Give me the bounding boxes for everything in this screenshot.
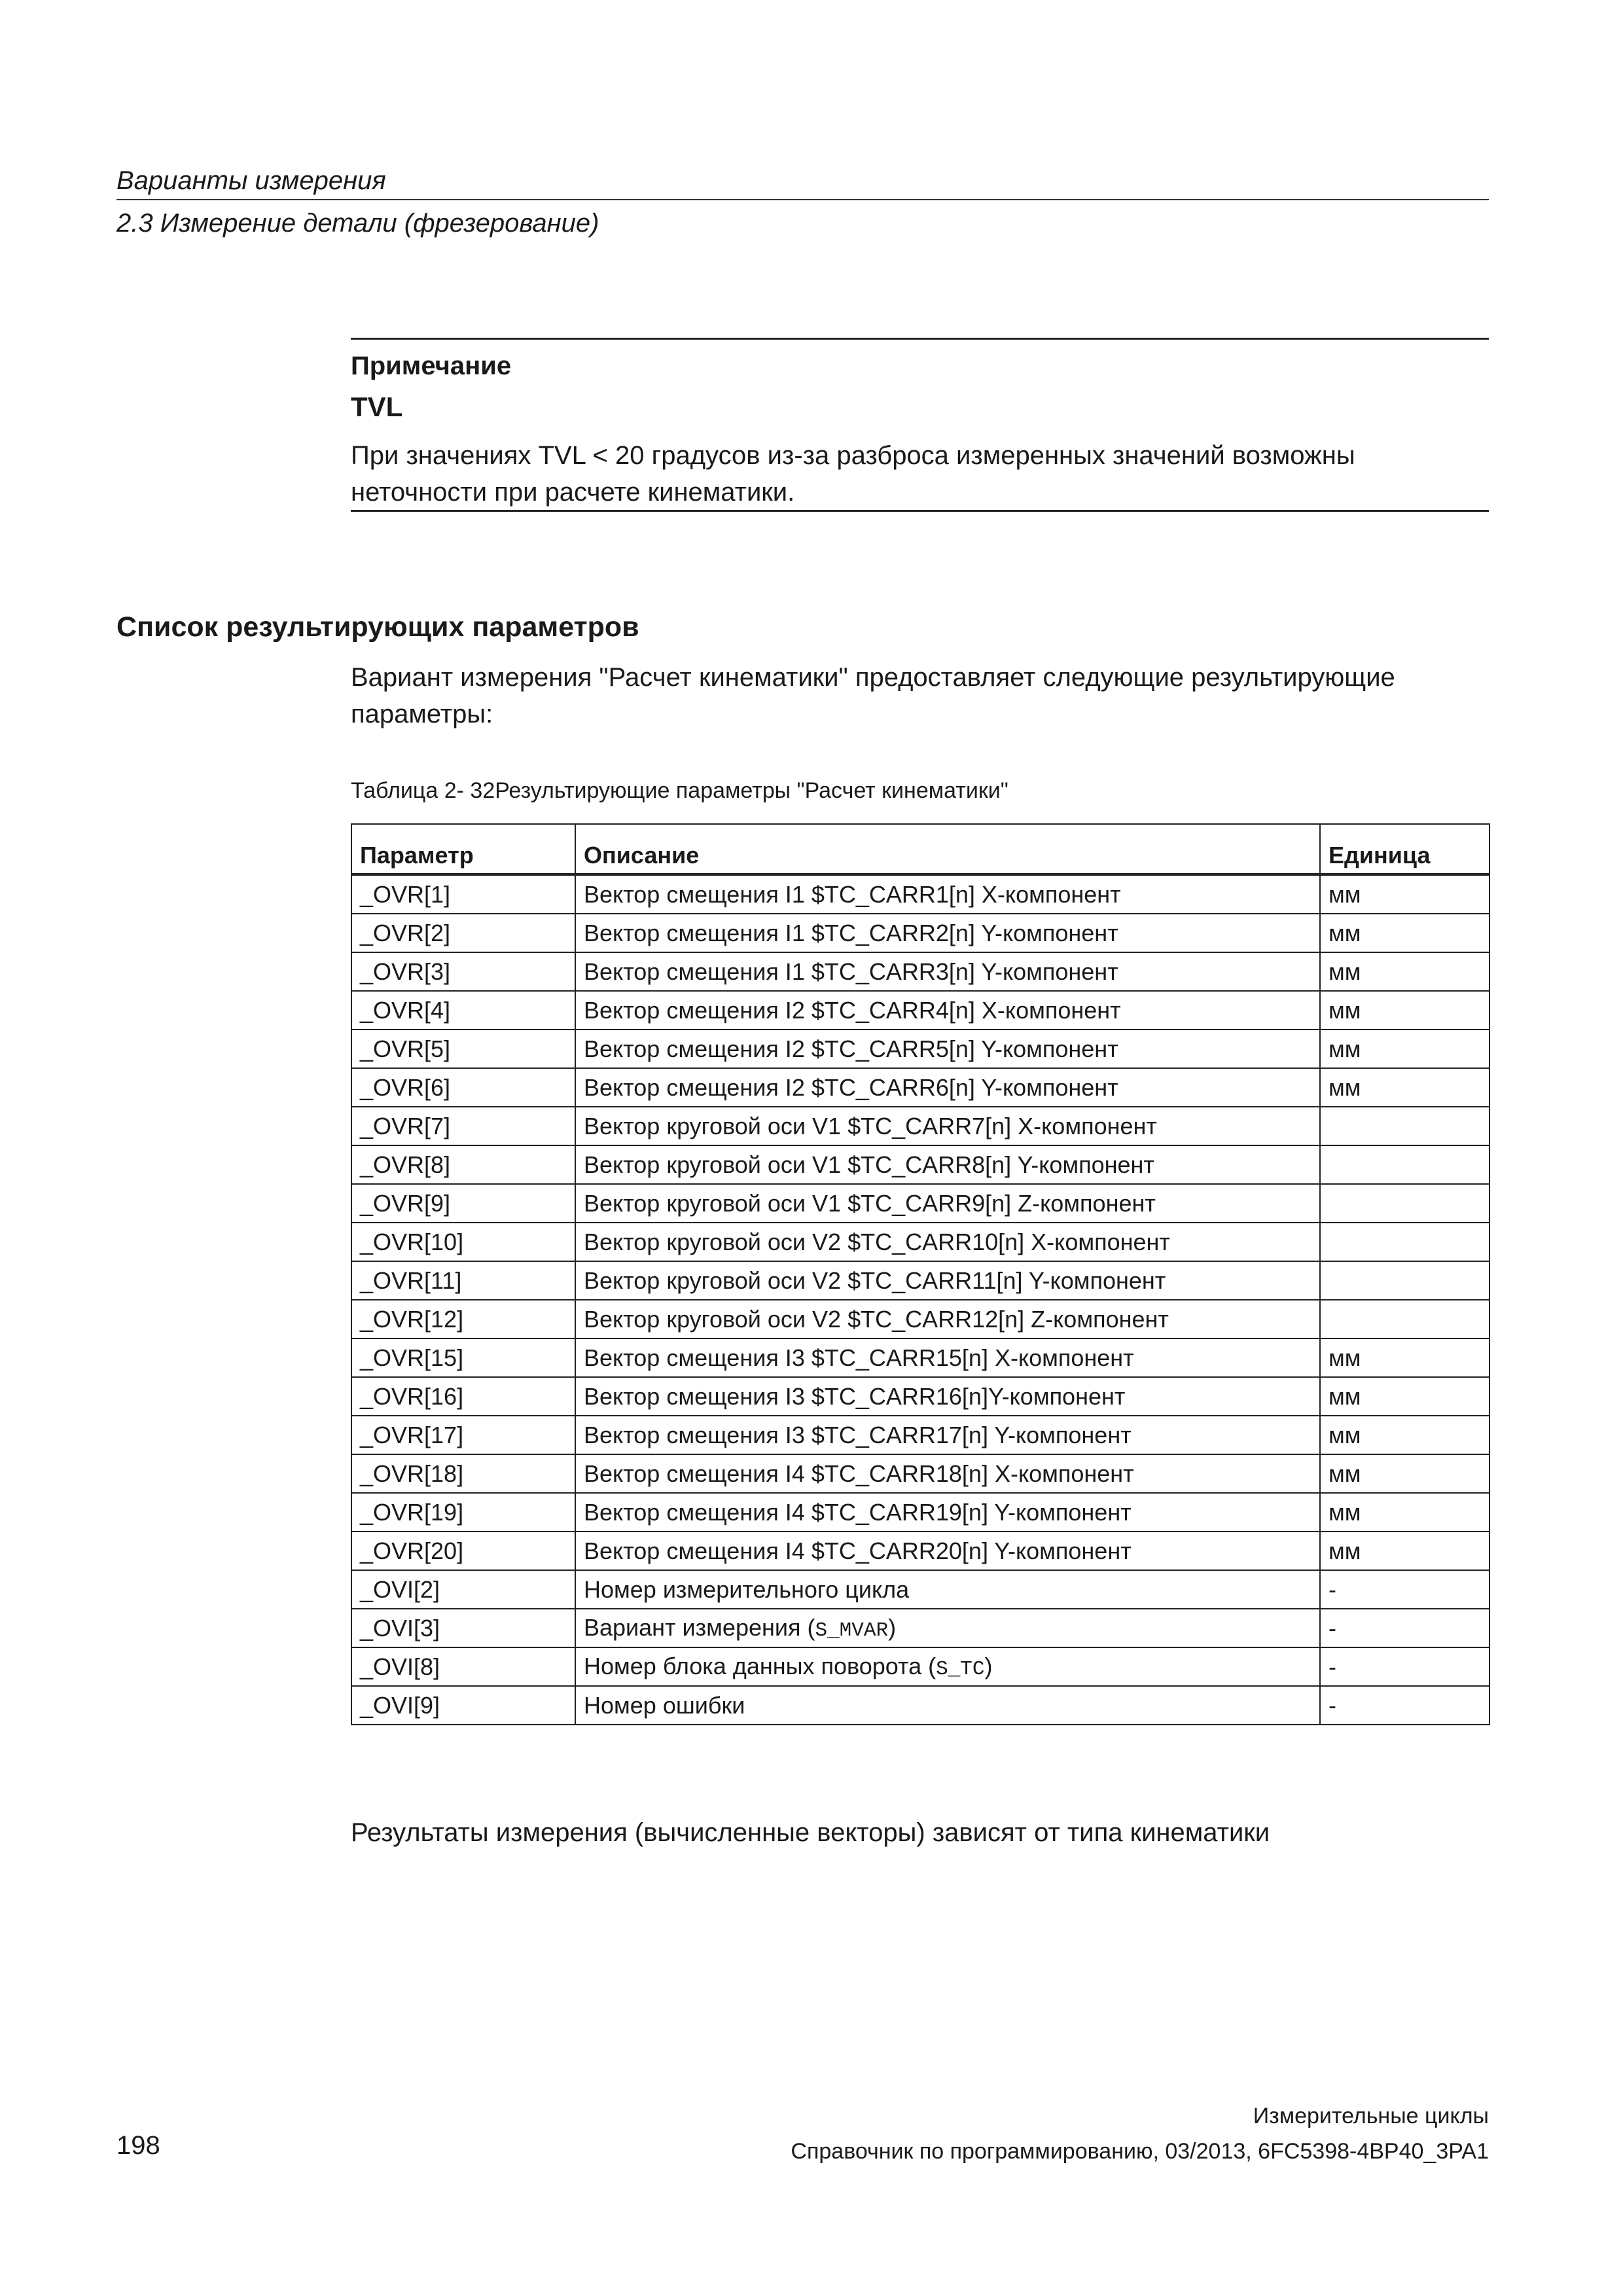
table-row xyxy=(351,1570,1489,1609)
note-bottom-rule xyxy=(351,510,1489,512)
note-body: При значениях TVL < 20 градусов из-за разброса измеренных значений возможны неточности при расчете кинематики. xyxy=(351,441,1355,507)
cell-parameter: _OVI[8] xyxy=(351,1647,575,1686)
cell-parameter: _OVR[6] xyxy=(351,1068,575,1107)
cell-unit: мм xyxy=(1320,1338,1489,1377)
cell-unit: мм xyxy=(1320,991,1489,1030)
cell-unit: мм xyxy=(1320,1030,1489,1068)
table-header-row xyxy=(351,824,1489,874)
cell-unit: - xyxy=(1320,1686,1489,1725)
cell-parameter: _OVI[3] xyxy=(351,1609,575,1647)
cell-description: Вектор смещения I3 $TC_CARR17[n] Y-компонент xyxy=(575,1416,1320,1454)
note-heading: TVL xyxy=(351,391,403,422)
cell-description: Вектор смещения I2 $TC_CARR5[n] Y-компонент xyxy=(575,1030,1320,1068)
cell-unit: - xyxy=(1320,1647,1489,1686)
table-row xyxy=(351,1030,1489,1068)
cell-description: Вектор смещения I1 $TC_CARR2[n] Y-компонент xyxy=(575,914,1320,952)
cell-parameter: _OVR[12] xyxy=(351,1300,575,1338)
note-top-rule xyxy=(351,338,1489,340)
table-row xyxy=(351,1686,1489,1725)
cell-unit: мм xyxy=(1320,952,1489,991)
cell-description: Вектор смещения I1 $TC_CARR3[n] Y-компонент xyxy=(575,952,1320,991)
cell-description: Вектор смещения I2 $TC_CARR4[n] X-компонент xyxy=(575,991,1320,1030)
cell-unit: - xyxy=(1320,1609,1489,1647)
cell-description: Номер измерительного цикла xyxy=(575,1570,1320,1609)
cell-unit: мм xyxy=(1320,1377,1489,1416)
footer-reference: Справочник по программированию, 03/2013, 6FC5398-4BP40_3PA1 xyxy=(791,2139,1489,2164)
note-label: Примечание xyxy=(351,351,512,380)
cell-parameter: _OVR[5] xyxy=(351,1030,575,1068)
table-row xyxy=(351,1261,1489,1300)
table-row xyxy=(351,1416,1489,1454)
cell-description: Вектор круговой оси V2 $TC_CARR11[n] Y-компонент xyxy=(575,1261,1320,1300)
cell-description: Вектор круговой оси V1 $TC_CARR7[n] X-компонент xyxy=(575,1107,1320,1145)
cell-parameter: _OVR[9] xyxy=(351,1184,575,1223)
cell-parameter: _OVR[18] xyxy=(351,1454,575,1493)
cell-unit: мм xyxy=(1320,1416,1489,1454)
table-row xyxy=(351,1647,1489,1686)
cell-description: Вектор смещения I1 $TC_CARR1[n] X-компонент xyxy=(575,874,1320,914)
cell-description: Вектор смещения I3 $TC_CARR15[n] X-компонент xyxy=(575,1338,1320,1377)
cell-description: Вектор круговой оси V2 $TC_CARR10[n] X-компонент xyxy=(575,1223,1320,1261)
cell-description: Вектор смещения I4 $TC_CARR20[n] Y-компонент xyxy=(575,1532,1320,1570)
cell-parameter: _OVR[10] xyxy=(351,1223,575,1261)
cell-unit: мм xyxy=(1320,1532,1489,1570)
description-text: Номер блока данных поворота ( xyxy=(584,1653,936,1679)
cell-parameter: _OVR[8] xyxy=(351,1145,575,1184)
cell-parameter: _OVR[7] xyxy=(351,1107,575,1145)
cell-unit: - xyxy=(1320,1570,1489,1609)
cell-description: Вектор круговой оси V1 $TC_CARR9[n] Z-компонент xyxy=(575,1184,1320,1223)
cell-unit xyxy=(1320,1184,1489,1223)
table-row xyxy=(351,1338,1489,1377)
table-row xyxy=(351,1454,1489,1493)
cell-description: Вектор круговой оси V1 $TC_CARR8[n] Y-компонент xyxy=(575,1145,1320,1184)
description-text: Вариант измерения ( xyxy=(584,1614,815,1641)
cell-unit xyxy=(1320,1145,1489,1184)
cell-parameter: _OVR[2] xyxy=(351,914,575,952)
cell-description: Номер ошибки xyxy=(575,1686,1320,1725)
section-heading: Список результирующих параметров xyxy=(116,611,639,643)
table-caption: Таблица 2- 32Результирующие параметры "Расчет кинематики" xyxy=(351,778,1008,803)
cell-description: Вектор смещения I2 $TC_CARR6[n] Y-компонент xyxy=(575,1068,1320,1107)
cell-parameter: _OVR[19] xyxy=(351,1493,575,1532)
code-identifier: S_MVAR xyxy=(815,1619,889,1642)
table-row xyxy=(351,1300,1489,1338)
running-header-section: 2.3 Измерение детали (фрезерование) xyxy=(116,209,599,238)
table-row xyxy=(351,1377,1489,1416)
cell-parameter: _OVR[17] xyxy=(351,1416,575,1454)
table-body xyxy=(351,874,1489,1725)
table-row xyxy=(351,952,1489,991)
cell-parameter: _OVR[20] xyxy=(351,1532,575,1570)
page-number: 198 xyxy=(116,2131,160,2160)
cell-unit xyxy=(1320,1300,1489,1338)
cell-description: Вектор круговой оси V2 $TC_CARR12[n] Z-компонент xyxy=(575,1300,1320,1338)
table-row xyxy=(351,914,1489,952)
column-header-unit: Единица xyxy=(1320,824,1489,874)
table-row xyxy=(351,874,1489,914)
cell-parameter: _OVR[4] xyxy=(351,991,575,1030)
column-header-parameter: Параметр xyxy=(351,824,575,874)
cell-parameter: _OVI[2] xyxy=(351,1570,575,1609)
table-row xyxy=(351,1532,1489,1570)
cell-parameter: _OVR[16] xyxy=(351,1377,575,1416)
table-row xyxy=(351,1145,1489,1184)
cell-description: Вектор смещения I3 $TC_CARR16[n]Y-компонент xyxy=(575,1377,1320,1416)
cell-unit: мм xyxy=(1320,1068,1489,1107)
cell-unit: мм xyxy=(1320,874,1489,914)
cell-unit: мм xyxy=(1320,1493,1489,1532)
running-header-chapter: Варианты измерения xyxy=(116,166,386,195)
cell-unit: мм xyxy=(1320,1454,1489,1493)
header-divider xyxy=(116,199,1489,200)
cell-description xyxy=(575,1609,1320,1647)
cell-description: Вектор смещения I4 $TC_CARR19[n] Y-компонент xyxy=(575,1493,1320,1532)
cell-unit xyxy=(1320,1223,1489,1261)
table-row xyxy=(351,1068,1489,1107)
cell-description xyxy=(575,1647,1320,1686)
column-header-description: Описание xyxy=(575,824,1320,874)
cell-description: Вектор смещения I4 $TC_CARR18[n] X-компонент xyxy=(575,1454,1320,1493)
table-row xyxy=(351,1184,1489,1223)
cell-parameter: _OVR[15] xyxy=(351,1338,575,1377)
cell-unit xyxy=(1320,1261,1489,1300)
results-note: Результаты измерения (вычисленные векторы) зависят от типа кинематики xyxy=(351,1818,1270,1847)
table-row xyxy=(351,1493,1489,1532)
cell-parameter: _OVR[1] xyxy=(351,874,575,914)
code-identifier: S_TC xyxy=(936,1658,985,1681)
footer-book-title: Измерительные циклы xyxy=(1253,2104,1489,2128)
cell-parameter: _OVI[9] xyxy=(351,1686,575,1725)
table-row xyxy=(351,991,1489,1030)
table-row xyxy=(351,1609,1489,1647)
description-text-end: ) xyxy=(984,1653,993,1679)
section-intro: Вариант измерения "Расчет кинематики" предоставляет следующие результирующие параметры: xyxy=(351,663,1395,728)
description-text-end: ) xyxy=(888,1614,897,1641)
table-row xyxy=(351,1223,1489,1261)
table-row xyxy=(351,1107,1489,1145)
cell-parameter: _OVR[11] xyxy=(351,1261,575,1300)
result-parameters-table xyxy=(351,823,1490,1725)
cell-unit xyxy=(1320,1107,1489,1145)
cell-unit: мм xyxy=(1320,914,1489,952)
cell-parameter: _OVR[3] xyxy=(351,952,575,991)
